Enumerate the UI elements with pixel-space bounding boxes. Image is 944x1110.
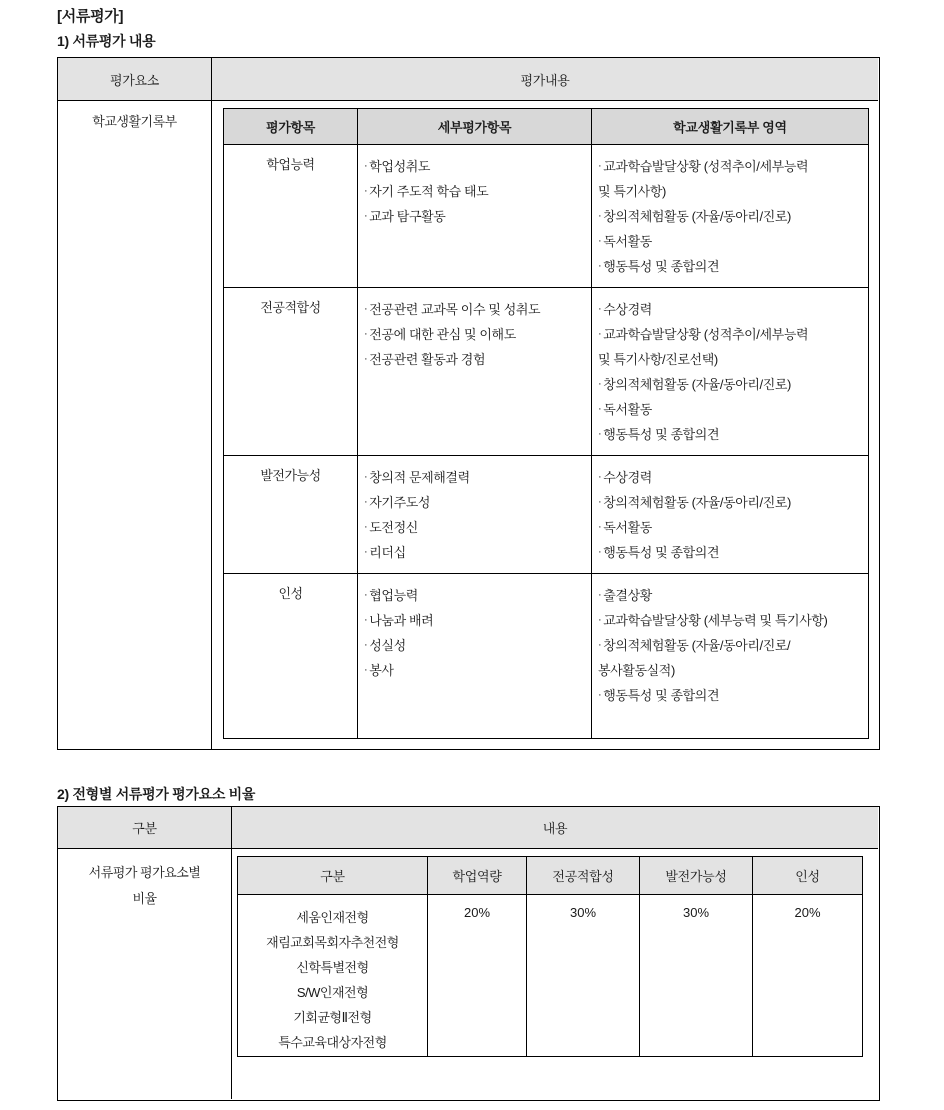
- list-item: · 수상경력: [598, 470, 652, 485]
- table1-row-label-school-record: 학교생활기록부: [58, 101, 212, 749]
- detailed-item-list: [358, 145, 592, 288]
- evaluation-content-table: [57, 57, 880, 750]
- list-item: · 교과학습발달상황 (성적추이/세부능력: [598, 159, 809, 174]
- table2-row-label-line1: 서류평가 평가요소별: [88, 865, 201, 880]
- list-item-continuation: 및 특기사항): [598, 184, 666, 199]
- evaluation-ratio-table: [57, 806, 880, 1101]
- list-item: · 교과 탐구활동: [364, 209, 446, 224]
- list-item: · 전공에 대한 관심 및 이해도: [364, 327, 516, 342]
- table-row: [224, 145, 869, 288]
- table1-inner-body: [224, 145, 869, 739]
- table2-row-label-line2: 비율: [132, 891, 157, 906]
- table-row: [224, 574, 869, 739]
- detailed-item-list: [358, 574, 592, 739]
- inner-header-record-area: 학교생활기록부 영역: [592, 109, 869, 145]
- ratio-header-major-fit: 전공적합성: [527, 857, 640, 895]
- list-item: · 학업성취도: [364, 159, 431, 174]
- list-item: · 출결상황: [598, 588, 652, 603]
- table2-inner-table: [237, 856, 863, 1057]
- list-item: · 자기 주도적 학습 태도: [364, 184, 489, 199]
- evaluation-item-name: 인성: [224, 574, 358, 739]
- section-heading-1: 1) 서류평가 내용: [57, 33, 156, 49]
- table1-content-area: [212, 101, 878, 749]
- list-item: · 행동특성 및 종합의견: [598, 688, 720, 703]
- table1-inner-table: [223, 108, 869, 739]
- ratio-value-potential: 30%: [640, 895, 753, 1057]
- record-area-list: [592, 456, 869, 574]
- list-item: · 창의적체험활동 (자율/동아리/진로): [598, 377, 791, 392]
- table2-header-content: 내용: [232, 807, 878, 849]
- detailed-item-list: [358, 288, 592, 456]
- record-area-list: [592, 574, 869, 739]
- list-item: · 독서활동: [598, 520, 652, 535]
- list-item: · 리더십: [364, 545, 406, 560]
- admission-type-item: 특수교육대상자전형: [278, 1035, 387, 1050]
- section-heading-2: 2) 전형별 서류평가 평가요소 비율: [57, 786, 256, 802]
- list-item: · 교과학습발달상황 (세부능력 및 특기사항): [598, 613, 828, 628]
- admission-type-item: 신학특별전형: [296, 960, 369, 975]
- list-item: · 성실성: [364, 638, 406, 653]
- table-row: [224, 288, 869, 456]
- ratio-header-potential: 발전가능성: [640, 857, 753, 895]
- admission-type-item: 기회균형Ⅱ전형: [293, 1010, 372, 1025]
- list-item-continuation: 및 특기사항/진로선택): [598, 352, 718, 367]
- inner-header-detailed-item: 세부평가항목: [358, 109, 592, 145]
- ratio-header-academic: 학업역량: [428, 857, 527, 895]
- list-item: · 전공관련 활동과 경험: [364, 352, 486, 367]
- table-row: [224, 456, 869, 574]
- list-item: · 협업능력: [364, 588, 418, 603]
- ratio-value-academic: 20%: [428, 895, 527, 1057]
- ratio-value-character: 20%: [753, 895, 863, 1057]
- admission-type-item: S/W인재전형: [296, 985, 369, 1000]
- list-item: · 창의적체험활동 (자율/동아리/진로): [598, 209, 791, 224]
- table1-inner-header-row: [224, 109, 869, 145]
- list-item: · 봉사: [364, 663, 394, 678]
- admission-type-item: 세움인재전형: [296, 910, 369, 925]
- list-item: · 독서활동: [598, 234, 652, 249]
- record-area-list: [592, 145, 869, 288]
- table2-header-division: 구분: [58, 807, 232, 849]
- list-item: · 나눔과 배려: [364, 613, 434, 628]
- document-title: [서류평가]: [57, 8, 124, 25]
- list-item: · 수상경력: [598, 302, 652, 317]
- ratio-header-character: 인성: [753, 857, 863, 895]
- table1-header-evaluation-content: 평가내용: [212, 58, 878, 101]
- list-item: · 전공관련 교과목 이수 및 성취도: [364, 302, 541, 317]
- ratio-header-division: 구분: [238, 857, 428, 895]
- list-item: · 교과학습발달상황 (성적추이/세부능력: [598, 327, 809, 342]
- list-item: · 창의적체험활동 (자율/동아리/진로): [598, 495, 791, 510]
- list-item: · 창의적체험활동 (자율/동아리/진로/: [598, 638, 791, 653]
- list-item: · 행동특성 및 종합의견: [598, 259, 720, 274]
- list-item: · 도전정신: [364, 520, 418, 535]
- evaluation-item-name: 전공적합성: [224, 288, 358, 456]
- list-item: · 행동특성 및 종합의견: [598, 427, 720, 442]
- record-area-list: [592, 288, 869, 456]
- list-item: · 독서활동: [598, 402, 652, 417]
- ratio-value-major-fit: 30%: [527, 895, 640, 1057]
- list-item: · 창의적 문제해결력: [364, 470, 470, 485]
- table1-header-evaluation-element: 평가요소: [58, 58, 212, 101]
- admission-type-item: 재림교회목회자추천전형: [266, 935, 399, 950]
- list-item-continuation: 봉사활동실적): [598, 663, 675, 678]
- inner-header-evaluation-item: 평가항목: [224, 109, 358, 145]
- list-item: · 행동특성 및 종합의견: [598, 545, 720, 560]
- evaluation-item-name: 발전가능성: [224, 456, 358, 574]
- table2-content-area: [232, 849, 878, 1099]
- detailed-item-list: [358, 456, 592, 574]
- table-row: [238, 895, 863, 1057]
- table2-row-label-ratio: [58, 849, 232, 1099]
- evaluation-item-name: 학업능력: [224, 145, 358, 288]
- admission-type-list: [238, 895, 428, 1057]
- list-item: · 자기주도성: [364, 495, 431, 510]
- table2-inner-header-row: [238, 857, 863, 895]
